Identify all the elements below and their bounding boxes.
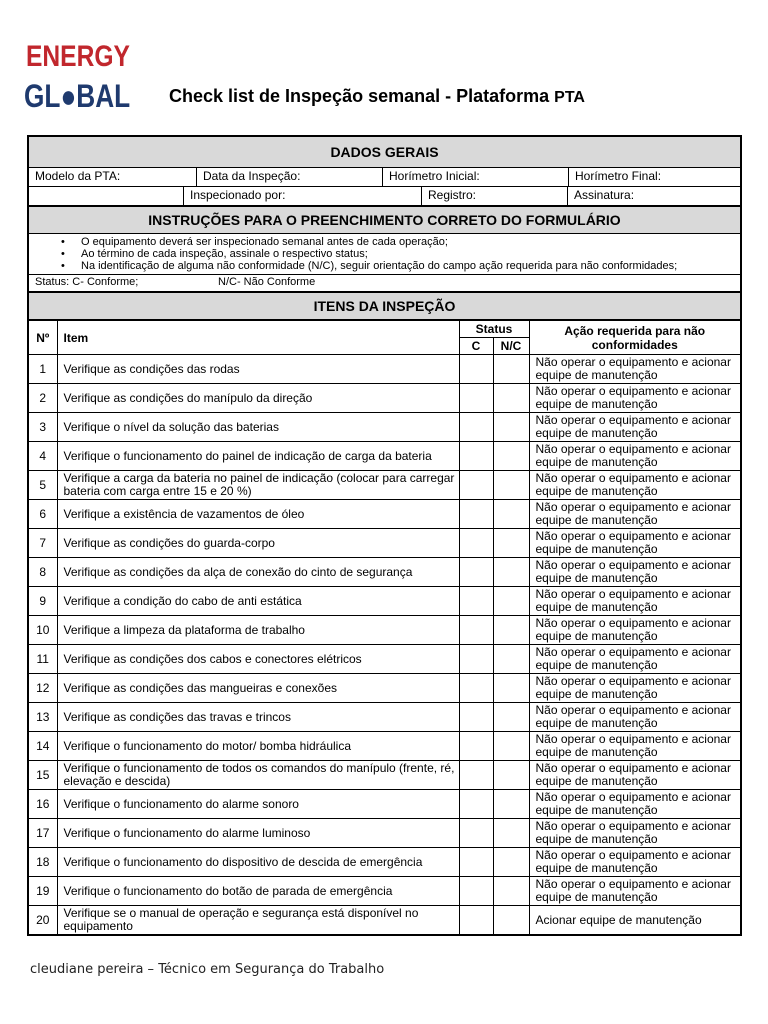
instruction-item: • Ao término de cada inspeção, assinale o respectivo status; [81,248,740,260]
table-row [29,355,740,384]
item-description: Verifique as condições do guarda-corpo [57,529,459,558]
item-number: 12 [29,674,57,703]
status-nc-cell[interactable] [493,558,529,587]
item-number: 4 [29,442,57,471]
table-row [29,529,740,558]
item-description: Verifique o funcionamento do alarme luminoso [57,819,459,848]
status-nc-cell[interactable] [493,471,529,500]
status-nc-cell[interactable] [493,732,529,761]
item-description: Verifique a carga da bateria no painel de indicação (colocar para carregar bateria com carga entre 15 e 20 %) [57,471,459,500]
item-number: 5 [29,471,57,500]
status-c-cell[interactable] [459,442,493,471]
item-number: 19 [29,877,57,906]
instructions-header: INSTRUÇÕES PARA O PREENCHIMENTO CORRETO DO FORMULÁRIO [29,205,740,234]
item-number: 9 [29,587,57,616]
status-c-cell[interactable] [459,906,493,935]
status-c-cell[interactable] [459,500,493,529]
status-nc-cell[interactable] [493,500,529,529]
item-number: 1 [29,355,57,384]
general-data-header: DADOS GERAIS [29,137,740,168]
col-header-action: Ação requerida para não conformidades [529,321,740,355]
item-action: Não operar o equipamento e acionar equipe de manutenção [529,587,740,616]
table-row [29,732,740,761]
status-nc-cell[interactable] [493,587,529,616]
item-action: Não operar o equipamento e acionar equipe de manutenção [529,558,740,587]
status-c-cell[interactable] [459,674,493,703]
status-c-cell[interactable] [459,848,493,877]
title-main: Check list de Inspeção semanal - Plataforma [169,86,555,106]
col-header-c: C [459,338,493,355]
status-nc-cell[interactable] [493,645,529,674]
item-number: 13 [29,703,57,732]
instructions-list [29,234,740,274]
item-description: Verifique o funcionamento do alarme sonoro [57,790,459,819]
status-c-cell[interactable] [459,703,493,732]
item-action: Acionar equipe de manutenção [529,906,740,935]
status-nc-cell[interactable] [493,761,529,790]
table-row [29,558,740,587]
status-nc-cell[interactable] [493,790,529,819]
item-description: Verifique o funcionamento do botão de parada de emergência [57,877,459,906]
item-number: 18 [29,848,57,877]
item-action: Não operar o equipamento e acionar equipe de manutenção [529,819,740,848]
item-action: Não operar o equipamento e acionar equipe de manutenção [529,732,740,761]
table-row [29,906,740,935]
status-c-cell[interactable] [459,384,493,413]
status-c-cell[interactable] [459,616,493,645]
status-nc-cell[interactable] [493,616,529,645]
item-description: Verifique se o manual de operação e segurança está disponível no equipamento [57,906,459,935]
item-action: Não operar o equipamento e acionar equipe de manutenção [529,355,740,384]
item-description: Verifique as condições dos cabos e conectores elétricos [57,645,459,674]
status-c-cell[interactable] [459,877,493,906]
status-c-cell[interactable] [459,587,493,616]
status-c-cell[interactable] [459,558,493,587]
table-row [29,616,740,645]
table-row [29,703,740,732]
field-registro[interactable]: Registro: [422,187,568,205]
status-nc-cell[interactable] [493,819,529,848]
col-header-num: Nº [29,321,57,355]
field-data-inspecao[interactable]: Data da Inspeção: [197,168,383,186]
status-c-cell[interactable] [459,790,493,819]
status-legend [29,274,740,291]
table-row [29,645,740,674]
item-action: Não operar o equipamento e acionar equipe de manutenção [529,500,740,529]
item-action: Não operar o equipamento e acionar equipe de manutenção [529,674,740,703]
item-number: 14 [29,732,57,761]
item-action: Não operar o equipamento e acionar equipe de manutenção [529,877,740,906]
status-nc-cell[interactable] [493,384,529,413]
item-description: Verifique as condições das travas e trincos [57,703,459,732]
field-blank [29,187,184,205]
status-c-cell[interactable] [459,645,493,674]
status-nc-cell[interactable] [493,848,529,877]
item-action: Não operar o equipamento e acionar equipe de manutenção [529,442,740,471]
item-number: 17 [29,819,57,848]
table-row [29,587,740,616]
status-c-cell[interactable] [459,355,493,384]
table-row [29,819,740,848]
item-number: 11 [29,645,57,674]
logo-line-global: GL●BAL [24,78,131,114]
item-description: Verifique as condições da alça de conexão do cinto de segurança [57,558,459,587]
document-title [169,86,585,107]
status-nc-cell[interactable] [493,355,529,384]
field-inspecionado-por[interactable]: Inspecionado por: [184,187,422,205]
company-logo [20,40,130,126]
col-header-nc: N/C [493,338,529,355]
items-header: ITENS DA INSPEÇÃO [29,291,740,320]
item-number: 10 [29,616,57,645]
status-nc-cell[interactable] [493,529,529,558]
item-number: 7 [29,529,57,558]
logo-line-energy: ENERGY [26,40,130,73]
item-description: Verifique o nível da solução das baterias [57,413,459,442]
item-number: 15 [29,761,57,790]
inspection-items-table [29,320,740,934]
table-row [29,790,740,819]
status-legend-c: Status: C- Conforme; [35,276,139,288]
status-nc-cell[interactable] [493,703,529,732]
checklist-form [27,135,742,936]
item-action: Não operar o equipamento e acionar equipe de manutenção [529,413,740,442]
item-description: Verifique o funcionamento do motor/ bomba hidráulica [57,732,459,761]
item-action: Não operar o equipamento e acionar equipe de manutenção [529,645,740,674]
general-row-1 [29,168,740,187]
field-modelo-pta[interactable]: Modelo da PTA: [29,168,197,186]
status-nc-cell[interactable] [493,877,529,906]
table-row [29,848,740,877]
item-description: Verifique as condições das rodas [57,355,459,384]
status-c-cell[interactable] [459,732,493,761]
status-c-cell[interactable] [459,471,493,500]
item-description: Verifique o funcionamento de todos os comandos do manípulo (frente, ré, elevação e descida) [57,761,459,790]
table-row [29,674,740,703]
col-header-item: Item [57,321,459,355]
status-c-cell[interactable] [459,761,493,790]
item-action: Não operar o equipamento e acionar equipe de manutenção [529,848,740,877]
table-row [29,500,740,529]
table-row [29,471,740,500]
item-action: Não operar o equipamento e acionar equipe de manutenção [529,616,740,645]
item-action: Não operar o equipamento e acionar equipe de manutenção [529,384,740,413]
footer-author: cleudiane pereira – Técnico em Segurança do Trabalho [30,962,385,977]
item-action: Não operar o equipamento e acionar equipe de manutenção [529,471,740,500]
table-row [29,413,740,442]
general-row-2 [29,187,740,205]
field-horimetro-inicial[interactable]: Horímetro Inicial: [383,168,569,186]
status-nc-cell[interactable] [493,413,529,442]
item-action: Não operar o equipamento e acionar equipe de manutenção [529,761,740,790]
field-assinatura[interactable]: Assinatura: [574,188,635,202]
item-description: Verifique o funcionamento do dispositivo de descida de emergência [57,848,459,877]
item-number: 8 [29,558,57,587]
status-nc-cell[interactable] [493,906,529,935]
item-action: Não operar o equipamento e acionar equipe de manutenção [529,529,740,558]
table-row [29,384,740,413]
item-number: 16 [29,790,57,819]
item-action: Não operar o equipamento e acionar equipe de manutenção [529,790,740,819]
item-number: 20 [29,906,57,935]
item-number: 6 [29,500,57,529]
instruction-item: • Na identificação de alguma não conformidade (N/C), seguir orientação do campo ação requerida para não conformidades; [81,260,740,272]
item-number: 3 [29,413,57,442]
status-nc-cell[interactable] [493,674,529,703]
item-description: Verifique a condição do cabo de anti estática [57,587,459,616]
instruction-item: • O equipamento deverá ser inspecionado semanal antes de cada operação; [81,236,740,248]
item-action: Não operar o equipamento e acionar equipe de manutenção [529,703,740,732]
title-suffix: PTA [554,89,585,106]
table-row [29,442,740,471]
field-horimetro-final[interactable]: Horímetro Final: [575,169,662,183]
table-row [29,761,740,790]
status-legend-nc: N/C- Não Conforme [218,276,316,288]
item-number: 2 [29,384,57,413]
items-body [29,355,740,935]
table-row [29,877,740,906]
item-description: Verifique a limpeza da plataforma de trabalho [57,616,459,645]
status-nc-cell[interactable] [493,442,529,471]
item-description: Verifique o funcionamento do painel de indicação de carga da bateria [57,442,459,471]
status-c-cell[interactable] [459,413,493,442]
col-header-status: Status [459,321,529,338]
item-description: Verifique as condições das mangueiras e conexões [57,674,459,703]
status-c-cell[interactable] [459,529,493,558]
item-description: Verifique as condições do manípulo da direção [57,384,459,413]
item-description: Verifique a existência de vazamentos de óleo [57,500,459,529]
status-c-cell[interactable] [459,819,493,848]
